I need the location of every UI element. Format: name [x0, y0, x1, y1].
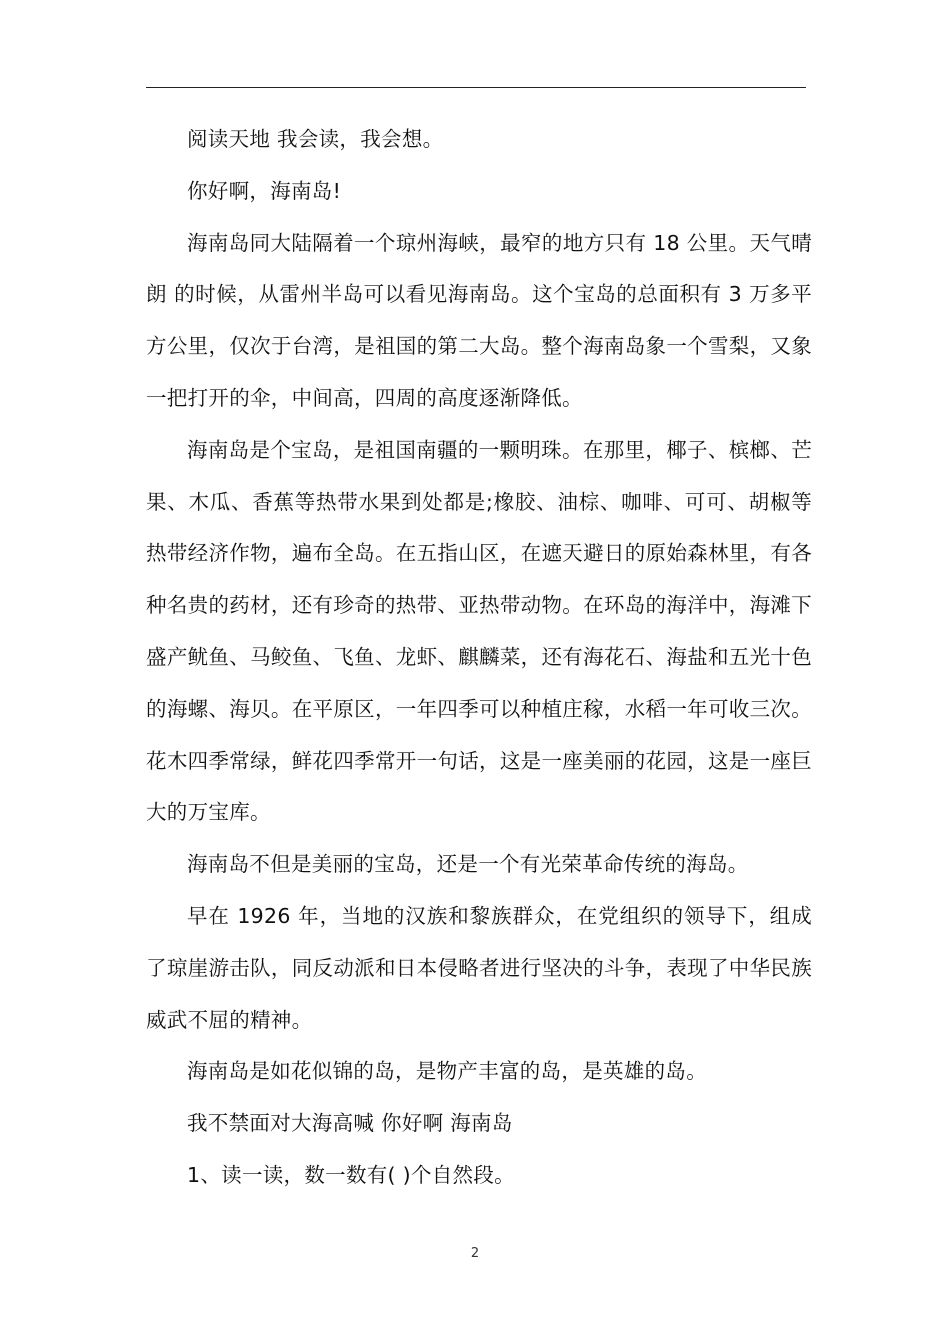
paragraph: 我不禁面对大海高喊 你好啊 海南岛 [187, 1111, 513, 1136]
paragraph: 你好啊，海南岛! [187, 178, 342, 203]
paragraph: 海南岛是个宝岛，是祖国南疆的一颗明珠。在那里，椰子、槟榔、芒果、木瓜、香蕉等热带水果到处都是;橡胶、油棕、咖啡、可可、胡椒等热带经济作物，遍布全岛。在五指山区，在遮天避日的原始森林里，有各种名贵的药材，还有珍奇的热带、亚热带动物。在环岛的海洋中，海滩下盛产鱿鱼、马鲛鱼、飞鱼、龙虾、麒麟菜，还有海花石、海盐和五光十色的海螺、海贝。在平原区，一年四季可以种植庄稼，水稻一年可收三次。花木四季常绿，鲜花四季常开一句话，这是一座美丽的花园，这是一座巨大的万宝库。 [146, 437, 812, 825]
document-body [146, 114, 812, 1202]
page-number: 2 [470, 1246, 480, 1261]
header-rule [146, 87, 806, 88]
paragraph: 海南岛同大陆隔着一个琼州海峡，最窄的地方只有 18 公里。天气晴朗 的时候，从雷州半岛可以看见海南岛。这个宝岛的总面积有 3 万多平方公里，仅次于台湾，是祖国的第二大岛。整个海南岛象一个雪梨，又象一把打开的伞，中间高，四周的高度逐渐降低。 [146, 230, 812, 410]
paragraph: 1、读一读，数一数有( )个自然段。 [187, 1162, 515, 1187]
paragraph: 海南岛不但是美丽的宝岛，还是一个有光荣革命传统的海岛。 [187, 852, 749, 877]
paragraph: 阅读天地 我会读，我会想。 [187, 127, 444, 151]
paragraph: 早在 1926 年，当地的汉族和黎族群众，在党组织的领导下，组成了琼崖游击队，同反动派和日本侵略者进行坚决的斗争，表现了中华民族威武不屈的精神。 [146, 903, 812, 1032]
paragraph: 海南岛是如花似锦的岛，是物产丰富的岛，是英雄的岛。 [187, 1059, 707, 1084]
